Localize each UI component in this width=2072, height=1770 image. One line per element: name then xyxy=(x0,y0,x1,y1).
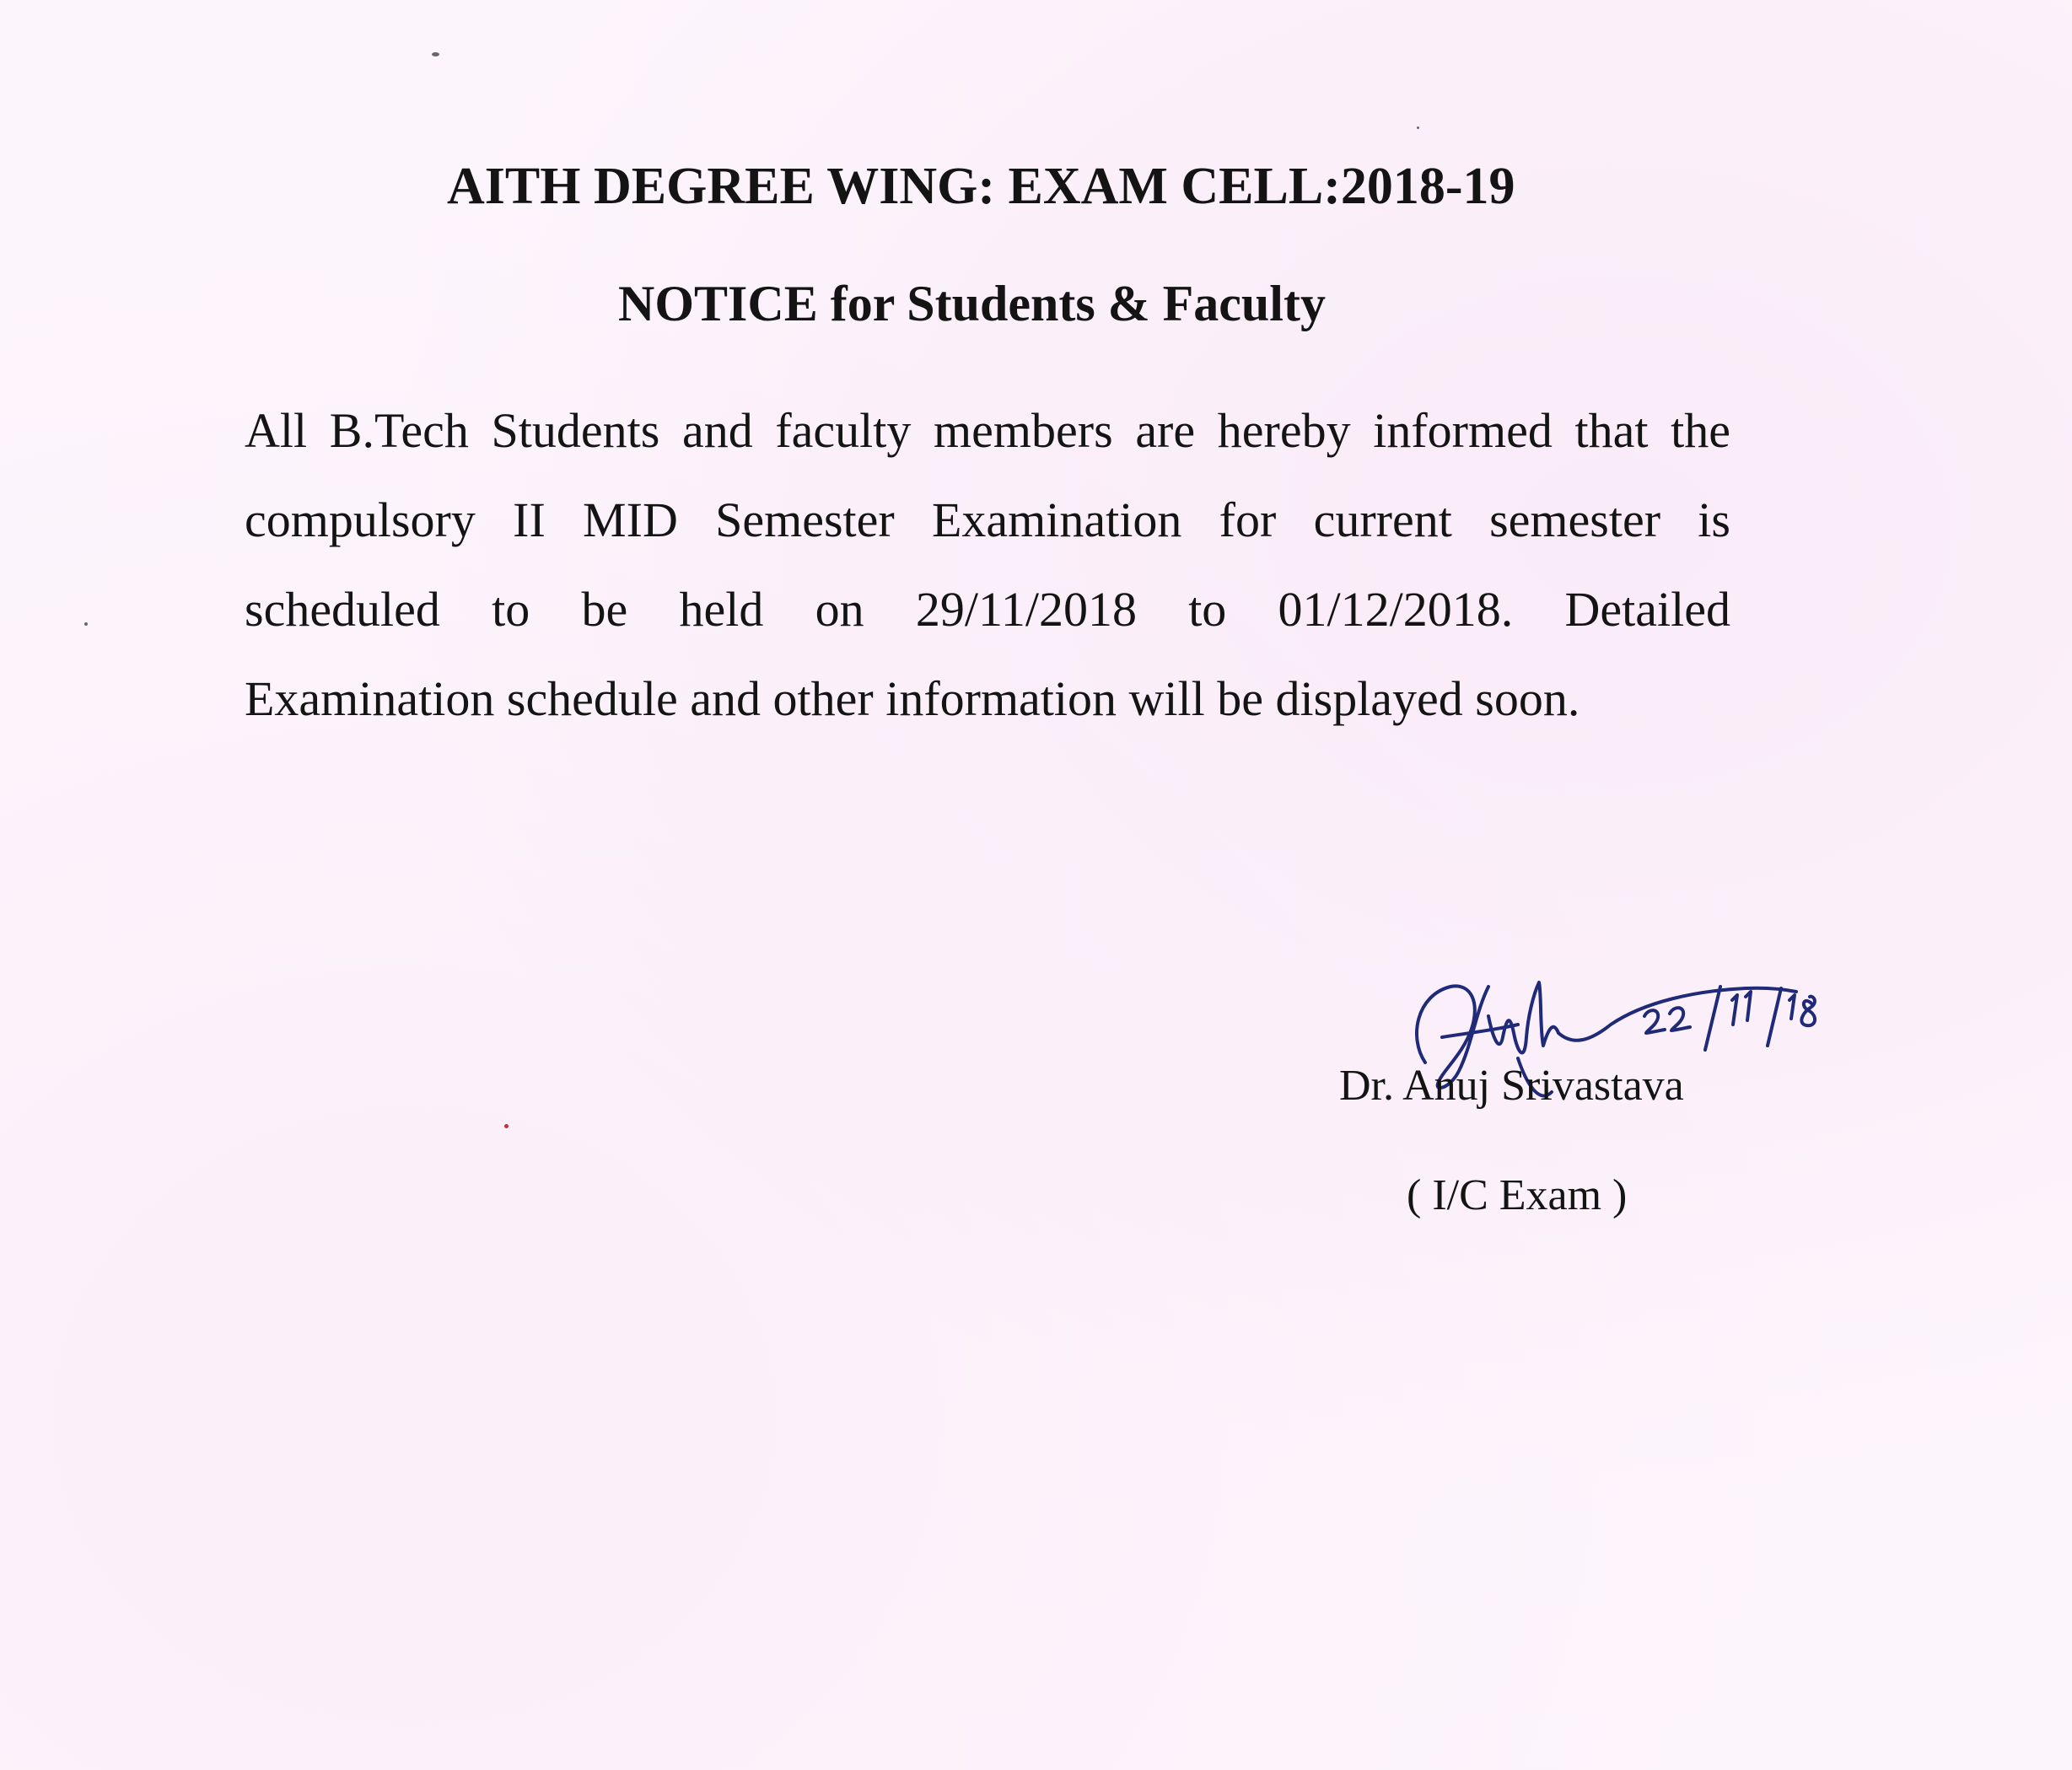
notice-body-line: compulsory II MID Semester Examination for current semester is xyxy=(245,492,1730,547)
notice-title: AITH DEGREE WING: EXAM CELL:2018-19 xyxy=(447,158,1515,215)
notice-body-line: All B.Tech Students and faculty members are hereby informed that the xyxy=(245,403,1730,458)
notice-body-line: scheduled to be held on 29/11/2018 to 01/12/2018. Detailed xyxy=(245,582,1730,637)
scan-speck xyxy=(504,1124,509,1128)
signer-name: Dr. Anuj Srivastava xyxy=(1339,1062,1684,1110)
scan-speck xyxy=(432,52,439,56)
notice-body xyxy=(245,386,1730,744)
signer-designation: ( I/C Exam ) xyxy=(1407,1171,1628,1219)
scan-speck xyxy=(1417,126,1419,129)
notice-subtitle: NOTICE for Students & Faculty xyxy=(618,276,1326,331)
scan-speck xyxy=(84,622,88,626)
notice-body-line: Examination schedule and other information will be displayed soon. xyxy=(245,671,1580,726)
